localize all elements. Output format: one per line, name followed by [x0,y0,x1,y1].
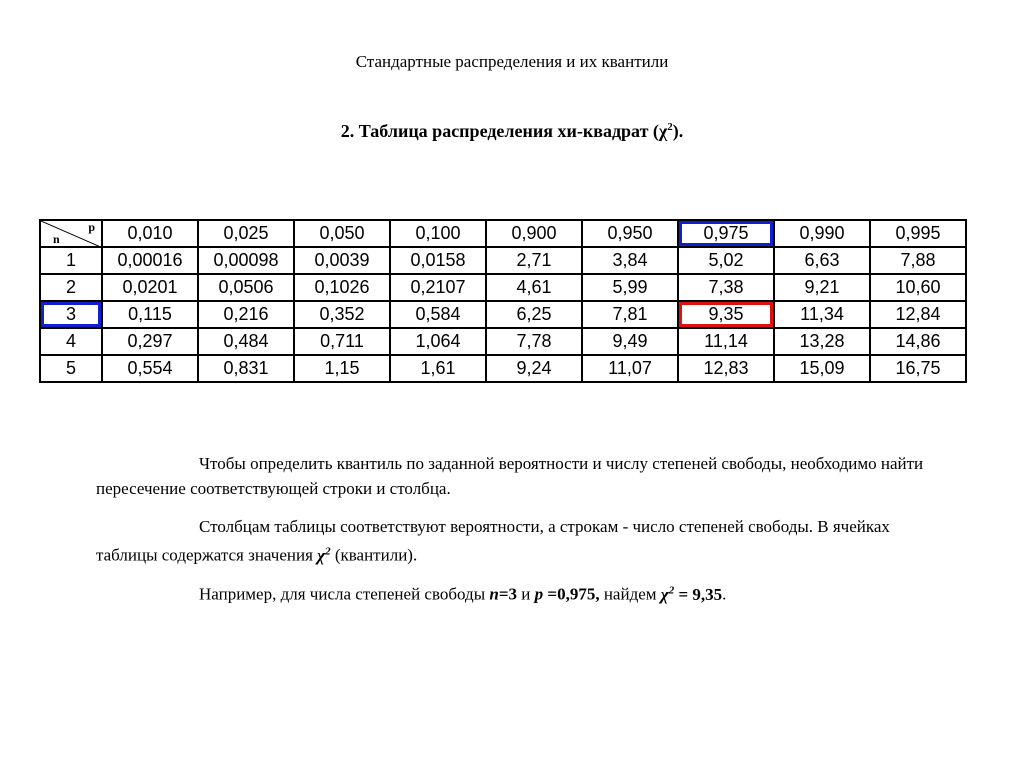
row-header-n: 3 [40,301,102,328]
table-cell: 7,78 [486,328,582,355]
paragraph-2-tail: (квантили). [330,545,418,565]
table-cell: 0,554 [102,355,198,382]
table-cell: 0,584 [390,301,486,328]
table-cell: 0,0506 [198,274,294,301]
table-cell: 11,34 [774,301,870,328]
table-row [40,355,966,382]
table-cell: 0,297 [102,328,198,355]
table-cell: 16,75 [870,355,966,382]
table-row [40,274,966,301]
paragraph-3 [96,578,936,607]
example-n-value: =3 [498,584,518,604]
table-cell: 5,02 [678,247,774,274]
table-cell: 0,1026 [294,274,390,301]
example-p-value: =0,975, [543,584,600,604]
table-row [40,247,966,274]
table-cell: 12,84 [870,301,966,328]
table-cell: 12,83 [678,355,774,382]
row-header-n: 2 [40,274,102,301]
table-cell: 7,88 [870,247,966,274]
row-header-n: 4 [40,328,102,355]
column-header-p: 0,050 [294,220,390,247]
corner-label-p: p [88,220,95,234]
table-cell: 2,71 [486,247,582,274]
table-cell: 0,0039 [294,247,390,274]
example-chi-sup: 2 [668,584,675,596]
chi-square-table [39,219,967,383]
table-cell: 7,81 [582,301,678,328]
table-cell: 7,38 [678,274,774,301]
table-cell: 0,711 [294,328,390,355]
example-n-symbol: n [489,584,499,604]
table-row [40,328,966,355]
table-cell: 1,064 [390,328,486,355]
example-and: и [517,584,535,604]
column-header-p: 0,995 [870,220,966,247]
table-cell: 0,216 [198,301,294,328]
table-cell: 11,07 [582,355,678,382]
row-header-n: 5 [40,355,102,382]
paragraph-2-text: Столбцам таблицы соответствуют вероятности, а строкам - число степеней свободы. В ячейках таблицы содержатся значения [96,517,890,565]
table-title-text: 2. Таблица распределения хи-квадрат (χ [340,121,668,141]
table-title-sup: 2 [667,121,673,133]
table-cell: 5,99 [582,274,678,301]
column-header-p: 0,025 [198,220,294,247]
row-header-n: 1 [40,247,102,274]
chi-symbol: χ [317,545,326,565]
table-cell: 6,63 [774,247,870,274]
table-title [0,121,1024,142]
table-cell: 15,09 [774,355,870,382]
table-cell: 14,86 [870,328,966,355]
column-header-p: 0,100 [390,220,486,247]
example-end: . [722,584,727,604]
column-header-p: 0,900 [486,220,582,247]
table-cell: 1,61 [390,355,486,382]
column-header-p: 0,950 [582,220,678,247]
header-row [40,220,966,247]
table-cell: 4,61 [486,274,582,301]
table-cell: 0,0158 [390,247,486,274]
table-cell: 0,00098 [198,247,294,274]
example-find: найдем [599,584,661,604]
corner-label-n: n [53,232,60,246]
table-cell: 0,831 [198,355,294,382]
table-cell: 0,484 [198,328,294,355]
table-cell: 3,84 [582,247,678,274]
column-header-p: 0,990 [774,220,870,247]
table-cell: 9,21 [774,274,870,301]
chi-sup: 2 [325,545,331,557]
table-cell: 10,60 [870,274,966,301]
table-cell: 11,14 [678,328,774,355]
example-result: = 9,35 [674,584,723,604]
example-lead: Например, для числа степеней свободы [199,584,490,604]
table-cell: 0,0201 [102,274,198,301]
column-header-p: 0,975 [678,220,774,247]
table-title-end: ). [672,121,684,141]
table-cell: 9,24 [486,355,582,382]
paragraph-1 [96,451,936,501]
page-heading: Стандартные распределения и их квантили [355,52,669,71]
table-cell: 0,00016 [102,247,198,274]
column-header-p: 0,010 [102,220,198,247]
table-cell: 1,15 [294,355,390,382]
table-cell: 13,28 [774,328,870,355]
paragraph-2 [96,514,936,568]
table-cell: 9,35 [678,301,774,328]
table-cell: 6,25 [486,301,582,328]
table-body [40,220,966,382]
example-chi-symbol: χ [660,584,669,604]
table-row [40,301,966,328]
table-cell: 0,352 [294,301,390,328]
table-cell: 0,2107 [390,274,486,301]
corner-cell [40,220,102,247]
table-cell: 9,49 [582,328,678,355]
paragraph-1-text: Чтобы определить квантиль по заданной вероятности и числу степеней свободы, необходимо найти пересечение соответствующей строки и столбца. [96,454,924,498]
example-p-symbol: p [534,584,544,604]
table-cell: 0,115 [102,301,198,328]
